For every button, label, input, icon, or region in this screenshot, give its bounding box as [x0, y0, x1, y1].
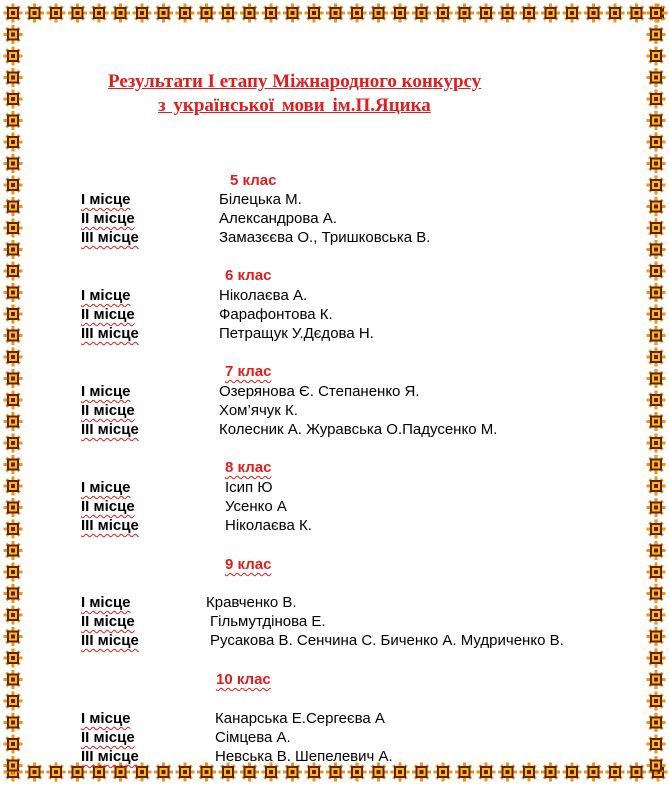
winner-names: Александрова А.: [219, 210, 337, 227]
place-label: І місце: [81, 479, 131, 496]
winner-names: Невська В. Шепелевич А.: [215, 748, 393, 765]
place-label: І місце: [81, 191, 131, 208]
class-heading-7: 7 клас: [225, 363, 272, 380]
winner-names: Колесник А. Журавська О.Падусенко М.: [219, 421, 498, 438]
place-label: І місце: [81, 383, 131, 400]
place-label: ІІ місце: [81, 210, 135, 227]
place-label: І місце: [81, 710, 131, 727]
class-heading-8: 8 клас: [225, 459, 272, 476]
winner-names: Білецька М.: [219, 191, 302, 208]
class-heading-6: 6 клас: [225, 267, 272, 284]
page-title-line-2: з української мови ім.П.Яцика: [158, 95, 431, 116]
winner-names: Канарська Е.Сергеєва А: [215, 710, 385, 727]
place-label: ІІІ місце: [81, 632, 139, 649]
place-label: ІІІ місце: [81, 748, 139, 765]
page-title-line-1: Результати І етапу Міжнародного конкурсу: [108, 71, 482, 92]
place-label: ІІ місце: [81, 613, 135, 630]
decorative-border-right: [643, 0, 669, 785]
winner-names: Петращук У.Дєдова Н.: [219, 325, 374, 342]
place-label: ІІІ місце: [81, 229, 139, 246]
class-heading-9: 9 клас: [225, 556, 272, 573]
winner-names: Замазєєва О., Тришковська В.: [219, 229, 431, 246]
place-label: ІІ місце: [81, 729, 135, 746]
place-label: І місце: [81, 287, 131, 304]
winner-names: Хом’ячук К.: [219, 402, 298, 419]
place-label: І місце: [81, 594, 131, 611]
decorative-border-left: [0, 0, 26, 785]
winner-names: Гільмутдінова Е.: [210, 613, 326, 630]
place-label: ІІІ місце: [81, 325, 139, 342]
winner-names: Озерянова Є. Степаненко Я.: [219, 383, 420, 400]
winner-names: Усенко А: [225, 498, 287, 515]
winner-names: Сімцева А.: [215, 729, 291, 746]
winner-names: Фарафонтова К.: [219, 306, 333, 323]
class-heading-5: 5 клас: [230, 172, 277, 189]
winner-names: Русакова В. Сенчина С. Биченко А. Мудриченко В.: [210, 632, 564, 649]
winner-names: Ніколаєва А.: [219, 287, 308, 304]
winner-names: Кравченко В.: [206, 594, 297, 611]
place-label: ІІІ місце: [81, 517, 139, 534]
winner-names: Ніколаєва К.: [225, 517, 312, 534]
place-label: ІІ місце: [81, 498, 135, 515]
place-label: ІІ місце: [81, 402, 135, 419]
place-label: ІІ місце: [81, 306, 135, 323]
decorative-border-top: [0, 0, 669, 26]
winner-names: Ісип Ю: [225, 479, 273, 496]
place-label: ІІІ місце: [81, 421, 139, 438]
class-heading-10: 10 клас: [216, 671, 271, 688]
